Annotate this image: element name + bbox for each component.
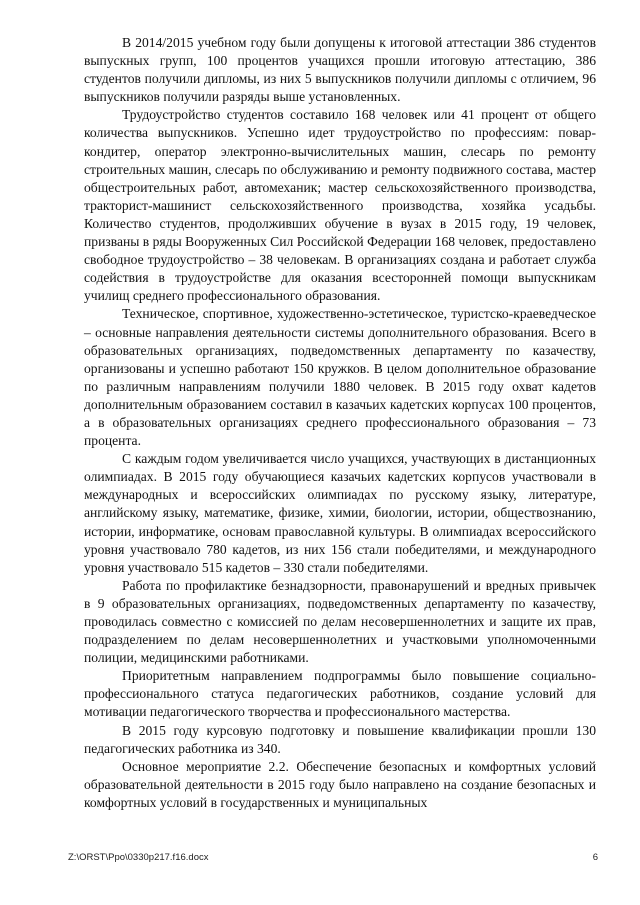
paragraph-additional-education: Техническое, спортивное, художественно-эстетическое, туристско-краеведческое – основные направления деятельности системы дополнительного образования. Всего в образовательных организациях, подведомственных департаменту по казачеству, организованы и успешно работают 150 кружков. В целом дополнительное образование по различным направлениям получили 1880 человек. В 2015 году охват кадетов дополнительным образованием составил в казачьих кадетских корпусах 100 процентов, а в образовательных организациях среднего профессионального образования – 73 процента. <box>84 306 596 449</box>
paragraph-teacher-status: Приоритетным направлением подпрограммы было повышение социально-профессионального статуса педагогических работников, создание условий для мотивации педагогического творчества и профессионального мастерства. <box>84 668 596 720</box>
paragraph-employment: Трудоустройство студентов составило 168 человек или 41 процент от общего количества выпускников. Успешно идет трудоустройство по профессиям: повар-кондитер, оператор электронно-вычислительных машин, слесарь по ремонту строительных машин, слесарь по обслуживанию и ремонту подвижного состава, мастер общестроительных работ, автомеханик; мастер сельскохозяйственного производства, тракторист-машинист сельскохозяйственного производства, хозяйка усадьбы. Количество студентов, продолживших обучение в вузах в 2015 году, 19 человек, призваны в ряды Вооруженных Сил Российской Федерации 168 человек, предоставлено свободное трудоустройство – 38 человекам. В организациях создана и работает служба содействия в трудоустройстве для оказания всесторонней помощи выпускникам училищ среднего профессионального образования. <box>84 107 596 304</box>
document-body <box>84 34 596 812</box>
paragraph-attestation: В 2014/2015 учебном году были допущены к итоговой аттестации 386 студентов выпускных групп, 100 процентов учащихся прошли итоговую аттестацию, 386 студентов получили дипломы, из них 5 выпускников получили дипломы с отличием, 96 выпускников получили разряды выше установленных. <box>84 35 596 105</box>
paragraph-olympiads: С каждым годом увеличивается число учащихся, участвующих в дистанционных олимпиадах. В 2015 году обучающиеся казачьих кадетских корпусов участвовали в международных и всероссийских олимпиадах по русскому языку, литературе, английскому языку, математике, физике, химии, биологии, истории, обществознанию, истории, информатике, основам православной культуры. В олимпиадах всероссийского уровня участвовало 780 кадетов, из них 156 стали победителями, и международного уровня участвовало 515 кадетов – 330 стали победителями. <box>84 451 596 575</box>
paragraph-prevention: Работа по профилактике безнадзорности, правонарушений и вредных привычек в 9 образовательных организациях, подведомственных департаменту по казачеству, проводилась совместно с комиссией по делам несовершеннолетних и защите их прав, подразделением по делам несовершеннолетних и участковыми уполномоченными полиции, медицинскими работниками. <box>84 577 596 666</box>
paragraph-main-activity: Основное мероприятие 2.2. Обеспечение безопасных и комфортных условий образовательной деятельности в 2015 году было направлено на создание безопасных и комфортных условий в государственных и муниципальных <box>84 758 596 810</box>
paragraph-qualification: В 2015 году курсовую подготовку и повышение квалификации прошли 130 педагогических работника из 340. <box>84 722 596 756</box>
footer-file-path: Z:\ORST\Ppo\0330p217.f16.docx <box>68 852 209 863</box>
page-number: 6 <box>592 852 598 863</box>
